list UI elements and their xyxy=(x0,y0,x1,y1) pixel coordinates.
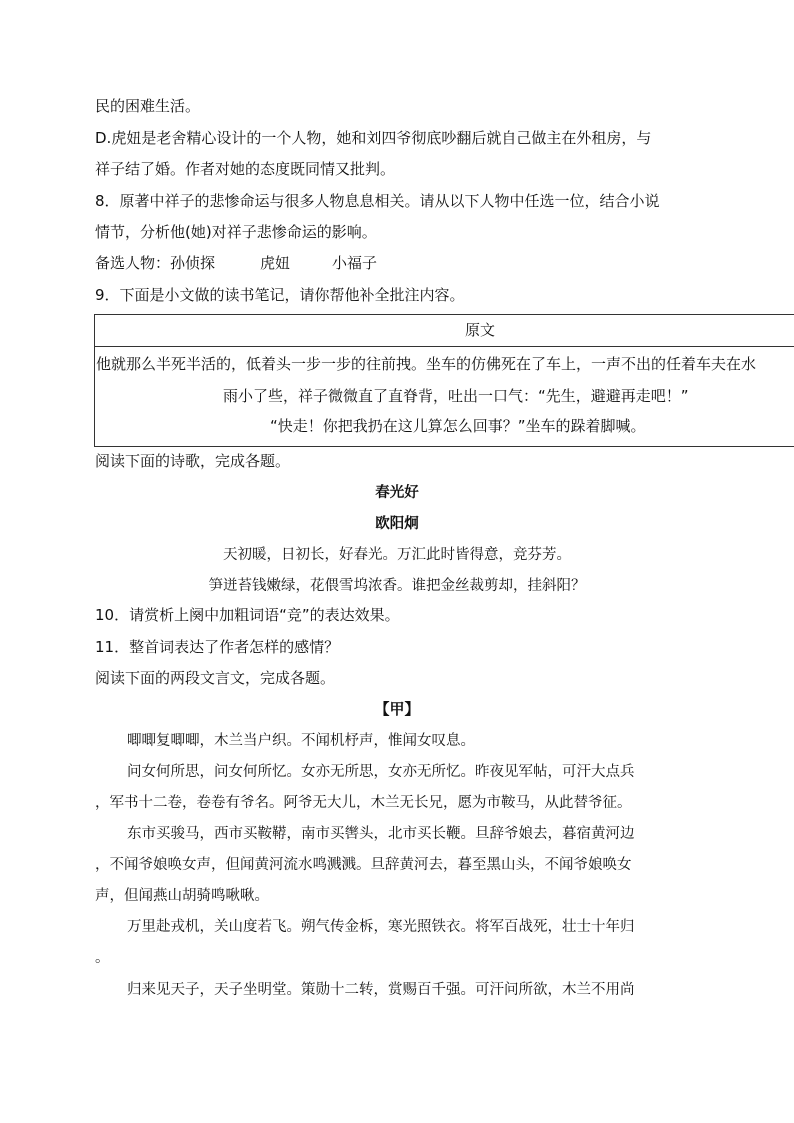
table-header-original: 原文 xyxy=(465,321,496,339)
passage-line: 。 xyxy=(95,950,110,966)
question-11: 11．整首词表达了作者怎样的感情？ xyxy=(95,638,340,656)
candidate-option: 小福子 xyxy=(332,254,378,272)
question-10: 10．请赏析上阕中加粗词语“竞”的表达效果。 xyxy=(95,606,400,624)
passage-line: 归来见天子，天子坐明堂。策勋十二转，赏赐百千强。可汗问所欲，木兰不用尚 xyxy=(127,982,635,998)
table-header-row xyxy=(95,315,794,347)
reading-notes-table xyxy=(94,314,794,447)
question-9: 9．下面是小文做的读书笔记，请你帮他补全批注内容。 xyxy=(95,286,465,304)
question-8-line-2: 情节，分析他(她)对祥子悲惨命运的影响。 xyxy=(95,223,377,241)
candidate-characters xyxy=(95,252,377,274)
table-row: 雨小了些，祥子微微直了直脊背，吐出一口气：“先生，避避再走吧！” xyxy=(223,387,689,405)
poem-intro: 阅读下面的诗歌，完成各题。 xyxy=(95,452,291,470)
passage-line: 东市买骏马，西市买鞍鞯，南市买辔头，北市买长鞭。旦辞爷娘去，暮宿黄河边 xyxy=(127,826,635,842)
candidate-label: 备选人物： xyxy=(95,254,171,272)
text-line: 民的困难生活。 xyxy=(95,97,201,115)
classical-intro: 阅读下面的两段文言文，完成各题。 xyxy=(95,669,336,687)
candidate-option: 虎妞 xyxy=(260,254,291,272)
poem-author: 欧阳炯 xyxy=(375,515,419,532)
poem-title: 春光好 xyxy=(375,484,419,501)
table-row: “快走！你把我扔在这儿算怎么回事？”坐车的跺着脚喊。 xyxy=(270,417,646,435)
poem-line: 笋迸苔钱嫩绿，花偎雪坞浓香。谁把金丝裁剪却，挂斜阳？ xyxy=(208,578,586,594)
passage-line: 声，但闻燕山胡骑鸣啾啾。 xyxy=(95,888,269,904)
question-8-line-1: 8．原著中祥子的悲惨命运与很多人物息息相关。请从以下人物中任选一位，结合小说 xyxy=(95,192,660,210)
passage-line: ，不闻爷娘唤女声，但闻黄河流水鸣溅溅。旦辞黄河去，暮至黑山头，不闻爷娘唤女 xyxy=(95,857,632,873)
table-row: 他就那么半死半活的，低着头一步一步的往前拽。坐车的仿佛死在了车上，一声不出的任着车夫在水 xyxy=(96,355,757,373)
candidate-option: 孙侦探 xyxy=(170,254,216,272)
passage-label-jia: 【甲】 xyxy=(374,700,420,718)
passage-line: ，军书十二卷，卷卷有爷名。阿爷无大儿，木兰无长兄，愿为市鞍马，从此替爷征。 xyxy=(95,795,632,811)
passage-line: 唧唧复唧唧，木兰当户织。不闻机杼声，惟闻女叹息。 xyxy=(127,733,475,749)
poem-line: 天初暖，日初长，好春光。万汇此时皆得意，竞芬芳。 xyxy=(223,547,571,563)
passage-line: 万里赴戎机，关山度若飞。朔气传金柝，寒光照铁衣。将军百战死，壮士十年归 xyxy=(127,919,635,935)
option-d-line-2: 祥子结了婚。作者对她的态度既同情又批判。 xyxy=(95,160,396,178)
option-d-line-1: D.虎妞是老舍精心设计的一个人物，她和刘四爷彻底吵翻后就自己做主在外租房，与 xyxy=(95,129,652,147)
passage-line: 问女何所思，问女何所忆。女亦无所思，女亦无所忆。昨夜见军帖，可汗大点兵 xyxy=(127,764,635,780)
